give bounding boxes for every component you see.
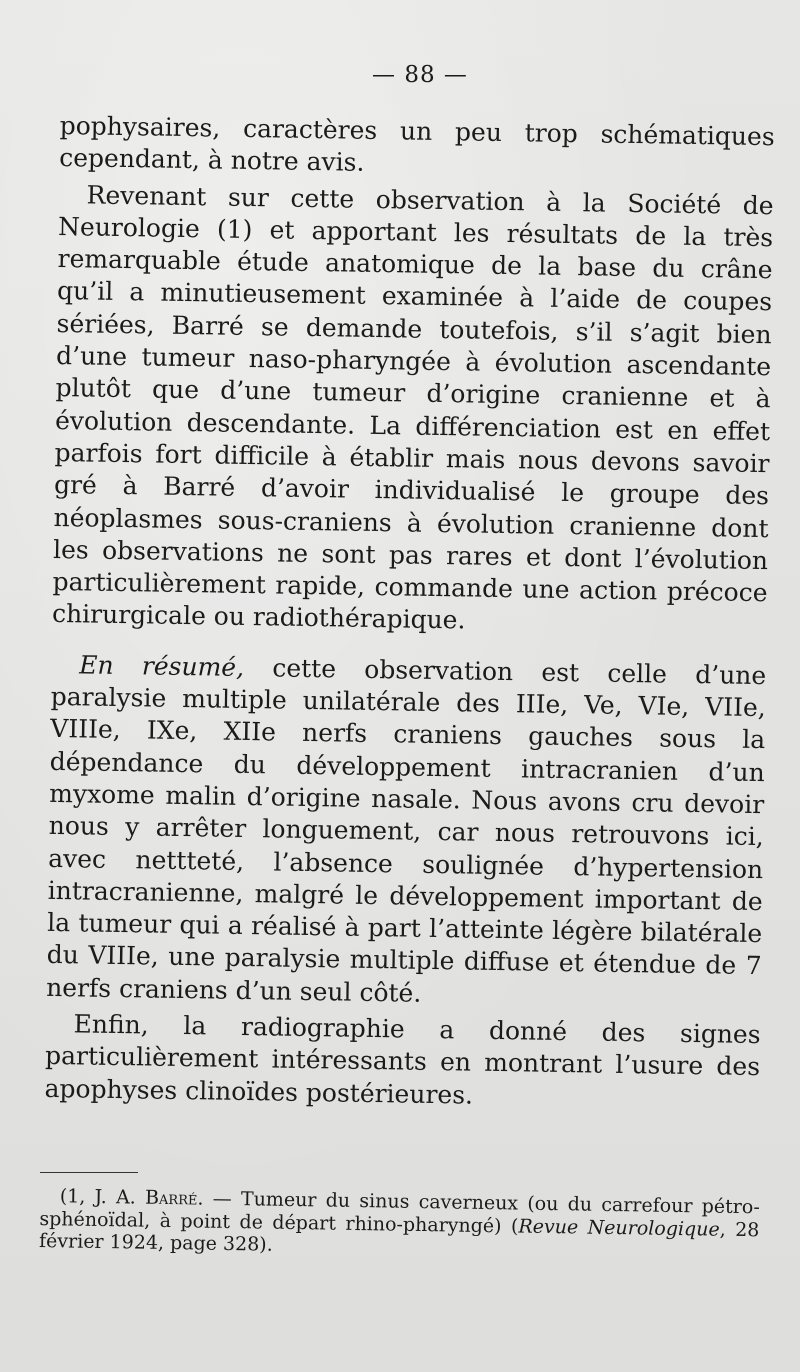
footnote-journal: Revue Neurologique [518, 1215, 720, 1241]
body-text [44, 110, 775, 1116]
footnote-divider [40, 1172, 138, 1173]
footnote-citation: , 28 février 1924, page 328). [38, 1218, 760, 1256]
paragraph-3-text: cette observation est celle d’une paralysie multiple unilatérale des IIIe, Ve, VIe, VIIe, VIIIe, IXe, XIIe nerfs craniens gauches sous la dépendance du développement intracranien d’un myxome malin d’origine nasale. Nous avons cru devoir nous y arrêter longuement, car nous retrouvons ici, avec nettteté, l’absence soulignée d’hypertension intracranienne, malgré le développement important de la tumeur qui a réalisé à part l’atteinte légère bilatérale du VIIIe, une paralysie multiple diffuse et étendue de 7 nerfs craniens d’un seul côté. [45, 652, 767, 1008]
footnote-author: Barré [144, 1186, 198, 1210]
footnote-text [39, 1185, 760, 1264]
footnote-body: . — Tumeur du sinus caverneux (ou du carrefour pétro-sphénoïdal, à point de départ rhino-pharyngé) ( [39, 1187, 760, 1238]
paragraph-3 [46, 649, 766, 1015]
paragraph-4: Enfin, la radiographie a donné des signes particulièrement intéressants en montrant l’usure des apophyses clinoïdes postérieures. [44, 1009, 761, 1110]
paragraph-3-lead: En résumé, [79, 650, 245, 682]
paragraph-1: pophysaires, caractères un peu trop schématiques cependant, à notre avis. [59, 110, 775, 178]
page-number: — 88 — [372, 62, 468, 88]
footnote-marker: (1, J. A. [59, 1185, 146, 1209]
footnote [39, 1185, 760, 1264]
paragraph-2: Revenant sur cette observation à la Société de Neurologie (1) et apportant les résultats de la très remarquable étude anatomique de la base du crâne qu’il a minutieusement examinée à l’aide de coupes sériées, Barré se demande toutefois, s’il s’agit bien d’une tumeur naso-pharyngée à évolution ascendante plutôt que d’une tumeur d’origine cranienne et à évolution descendante. La différenciation est en effet parfois fort difficile à établir mais nous devons savoir gré à Barré d’avoir individualisé le groupe des néoplasmes sous-craniens à évolution cranienne dont les observations ne sont pas rares et dont l’évolution particulièrement rapide, commande une action précoce chirurgicale ou radiothérapique. [51, 180, 774, 635]
